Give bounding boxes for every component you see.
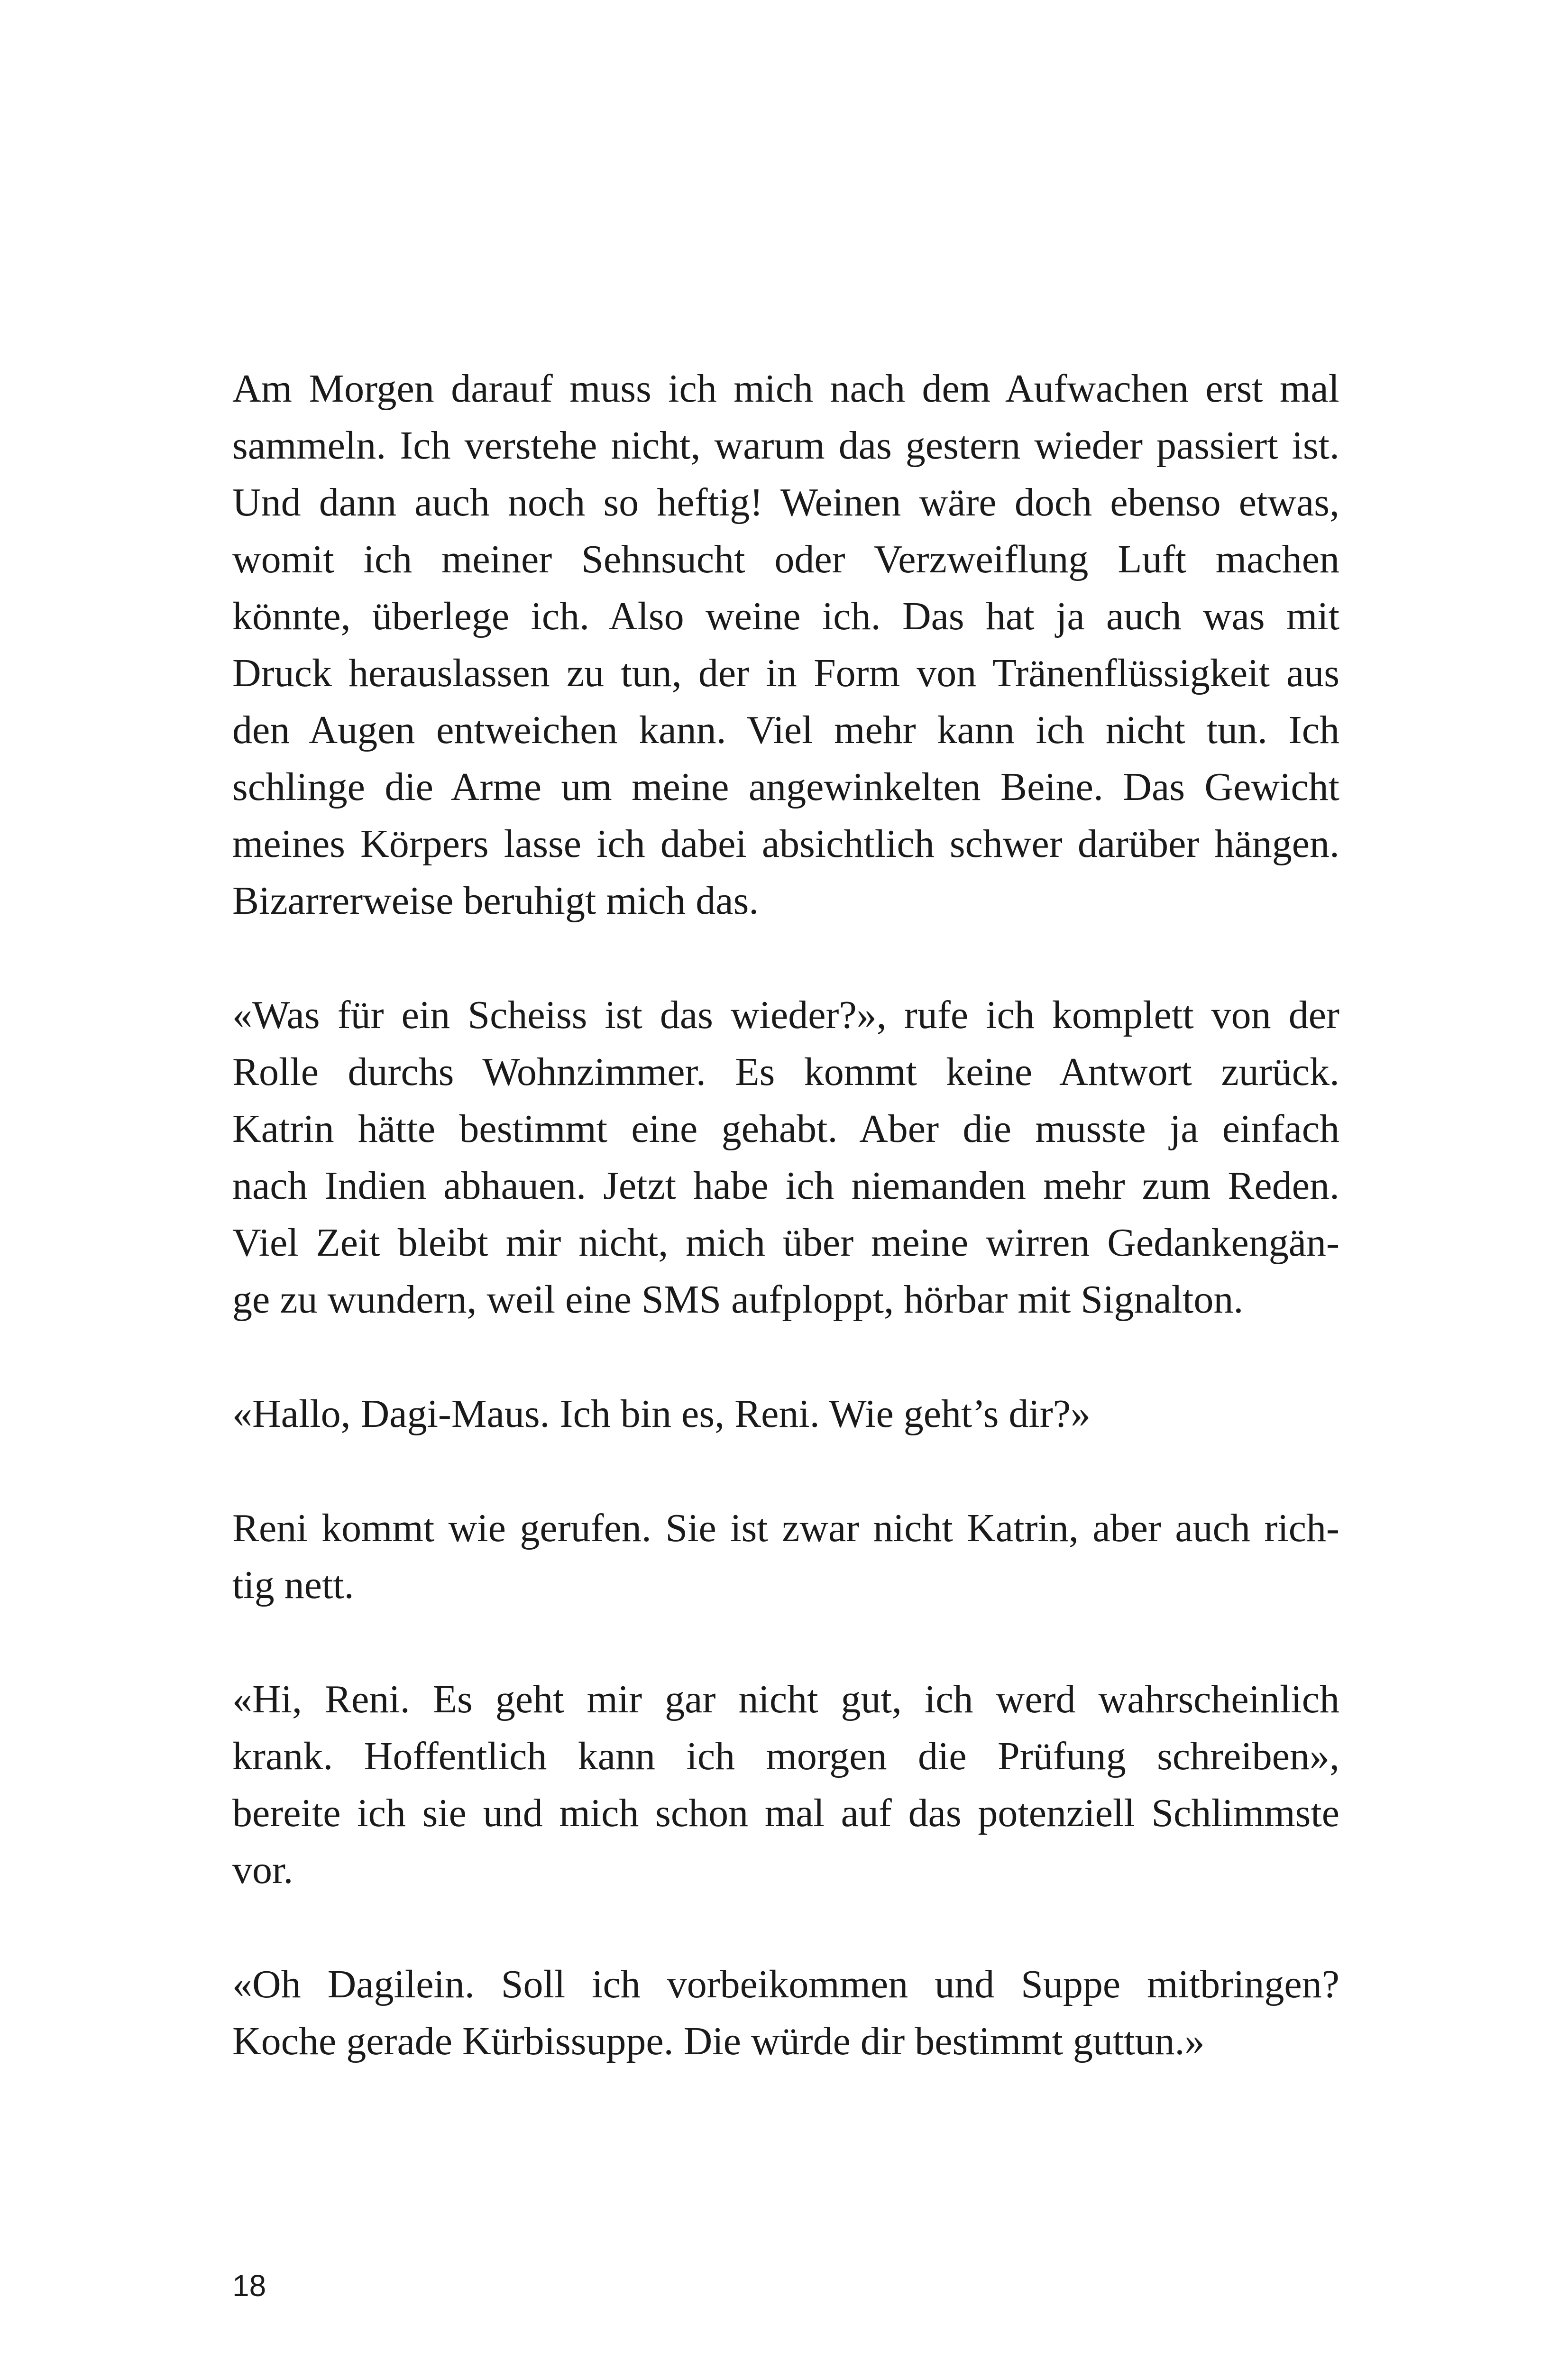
text-line: Am Morgen darauf muss ich mich nach dem Aufwachen erst mal [232, 367, 1339, 411]
page-number: 18 [232, 2269, 266, 2303]
text-line: «Hi, Reni. Es geht mir gar nicht gut, ich werd wahrscheinlich [232, 1677, 1339, 1721]
text-line: den Augen entweichen kann. Viel mehr kann ich nicht tun. Ich [232, 708, 1339, 752]
text-line: Druck herauslassen zu tun, der in Form von Tränenflüssigkeit aus [232, 651, 1339, 695]
text-line: vor. [232, 1848, 293, 1892]
text-line: «Oh Dagilein. Soll ich vorbeikommen und Suppe mitbringen? [232, 1962, 1339, 2006]
text-line: schlinge die Arme um meine angewinkelten Beine. Das Gewicht [232, 765, 1339, 809]
text-line: Reni kommt wie gerufen. Sie ist zwar nicht Katrin, aber auch rich- [232, 1506, 1339, 1550]
text-line: Viel Zeit bleibt mir nicht, mich über meine wirren Gedankengän- [232, 1221, 1339, 1265]
paragraph-5 [232, 1671, 1339, 1899]
text-line: ge zu wundern, weil eine SMS aufploppt, hörbar mit Signalton. [232, 1277, 1244, 1322]
text-line: Katrin hätte bestimmt eine gehabt. Aber die musste ja einfach [232, 1107, 1339, 1151]
paragraph-6 [232, 1956, 1339, 2070]
text-line: «Hallo, Dagi-Maus. Ich bin es, Reni. Wie geht’s dir?» [232, 1392, 1091, 1436]
text-line: könnte, überlege ich. Also weine ich. Das hat ja auch was mit [232, 594, 1339, 638]
text-line: Rolle durchs Wohnzimmer. Es kommt keine Antwort zurück. [232, 1050, 1339, 1094]
paragraph-2 [232, 987, 1339, 1328]
text-line: Koche gerade Kürbissuppe. Die würde dir bestimmt guttun.» [232, 2019, 1205, 2063]
paragraph-1 [232, 360, 1339, 929]
text-line: krank. Hoffentlich kann ich morgen die Prüfung schreiben», [232, 1734, 1339, 1778]
text-line: Bizarrerweise beruhigt mich das. [232, 879, 759, 923]
text-line: tig nett. [232, 1563, 354, 1607]
text-line: meines Körpers lasse ich dabei absichtlich schwer darüber hängen. [232, 822, 1339, 866]
body-text [232, 360, 1339, 2127]
text-line: womit ich meiner Sehnsucht oder Verzweiflung Luft machen [232, 537, 1339, 581]
text-line: «Was für ein Scheiss ist das wieder?», rufe ich komplett von der [232, 993, 1339, 1037]
text-line: sammeln. Ich verstehe nicht, warum das gestern wieder passiert ist. [232, 423, 1339, 468]
text-line: Und dann auch noch so heftig! Weinen wäre doch ebenso etwas, [232, 480, 1339, 524]
paragraph-4 [232, 1500, 1339, 1614]
paragraph-3 [232, 1386, 1339, 1443]
text-line: nach Indien abhauen. Jetzt habe ich niemanden mehr zum Reden. [232, 1164, 1339, 1208]
text-line: bereite ich sie und mich schon mal auf das potenziell Schlimmste [232, 1791, 1339, 1835]
